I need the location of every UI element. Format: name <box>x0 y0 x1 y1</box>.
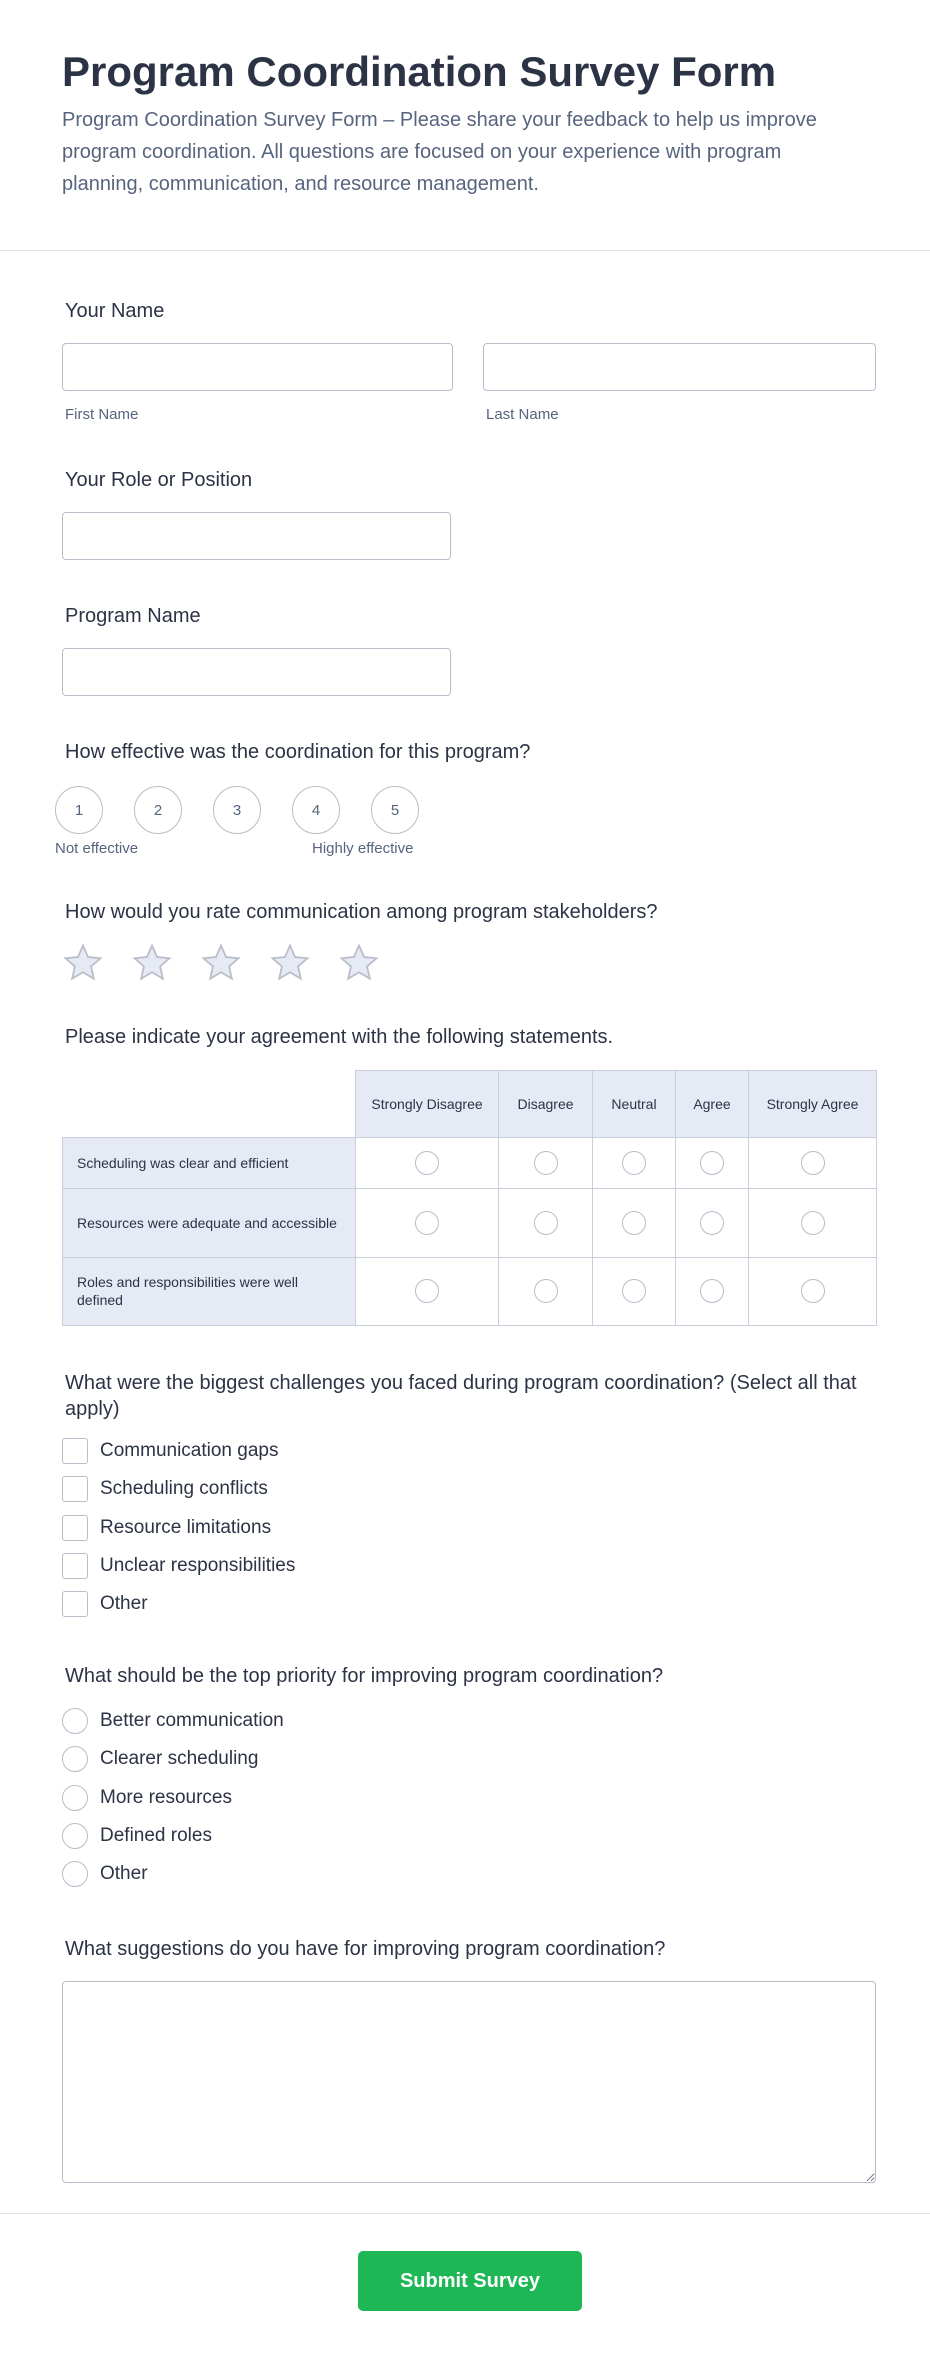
scale-min-label: Not effective <box>55 840 139 857</box>
matrix-radio[interactable] <box>415 1151 439 1175</box>
priority-label: What should be the top priority for improving program coordination? <box>65 1665 664 1687</box>
matrix-radio[interactable] <box>415 1211 439 1235</box>
form-header <box>0 0 930 251</box>
radio-button[interactable] <box>62 1708 88 1734</box>
first-name-sublabel: First Name <box>65 406 139 423</box>
matrix-column-header: Agree <box>676 1071 749 1138</box>
matrix-row <box>63 1189 877 1257</box>
radio-label: Clearer scheduling <box>100 1748 259 1769</box>
matrix-radio[interactable] <box>801 1211 825 1235</box>
effectiveness-label: How effective was the coordination for this program? <box>65 741 531 763</box>
matrix-header-row <box>63 1071 877 1138</box>
scale-option-5[interactable]: 5 <box>371 786 419 834</box>
checkbox[interactable] <box>62 1438 88 1464</box>
star-icon[interactable] <box>200 942 242 984</box>
scale-option-2[interactable]: 2 <box>134 786 182 834</box>
matrix-radio[interactable] <box>622 1279 646 1303</box>
radio-label: More resources <box>100 1787 232 1808</box>
agreement-matrix <box>62 1070 877 1326</box>
matrix-row-label: Resources were adequate and accessible <box>63 1189 356 1257</box>
checkbox-label: Communication gaps <box>100 1440 279 1461</box>
matrix-radio[interactable] <box>700 1151 724 1175</box>
checkbox-label: Other <box>100 1593 148 1614</box>
matrix-row <box>63 1138 877 1189</box>
matrix-column-header: Disagree <box>499 1071 593 1138</box>
matrix-radio[interactable] <box>534 1151 558 1175</box>
matrix-radio[interactable] <box>534 1211 558 1235</box>
matrix-radio[interactable] <box>801 1151 825 1175</box>
challenges-label: What were the biggest challenges you faced during program coordination? (Select all that apply) <box>65 1372 857 1420</box>
matrix-column-header: Strongly Agree <box>749 1071 877 1138</box>
communication-label: How would you rate communication among program stakeholders? <box>65 901 658 923</box>
checkbox-label: Resource limitations <box>100 1517 272 1538</box>
suggestions-textarea[interactable] <box>62 1981 876 2183</box>
page-title: Program Coordination Survey Form <box>62 48 777 95</box>
star-icon[interactable] <box>338 942 380 984</box>
scale-option-4[interactable]: 4 <box>292 786 340 834</box>
radio-button[interactable] <box>62 1746 88 1772</box>
matrix-radio[interactable] <box>415 1279 439 1303</box>
radio-label: Defined roles <box>100 1825 212 1846</box>
checkbox-label: Scheduling conflicts <box>100 1478 268 1499</box>
scale-option-3[interactable]: 3 <box>213 786 261 834</box>
matrix-radio[interactable] <box>801 1279 825 1303</box>
last-name-input[interactable] <box>483 343 876 391</box>
name-label: Your Name <box>65 300 165 322</box>
star-icon[interactable] <box>62 942 104 984</box>
role-input[interactable] <box>62 512 451 560</box>
scale-option-1[interactable]: 1 <box>55 786 103 834</box>
star-icon[interactable] <box>269 942 311 984</box>
last-name-sublabel: Last Name <box>486 406 559 423</box>
checkbox[interactable] <box>62 1591 88 1617</box>
checkbox[interactable] <box>62 1476 88 1502</box>
first-name-input[interactable] <box>62 343 453 391</box>
matrix-row <box>63 1257 877 1325</box>
checkbox-label: Unclear responsibilities <box>100 1555 296 1576</box>
radio-label: Other <box>100 1863 148 1884</box>
matrix-radio[interactable] <box>534 1279 558 1303</box>
matrix-radio[interactable] <box>700 1279 724 1303</box>
checkbox[interactable] <box>62 1515 88 1541</box>
matrix-radio[interactable] <box>622 1151 646 1175</box>
radio-button[interactable] <box>62 1785 88 1811</box>
matrix-radio[interactable] <box>700 1211 724 1235</box>
radio-button[interactable] <box>62 1861 88 1887</box>
radio-button[interactable] <box>62 1823 88 1849</box>
submit-button[interactable]: Submit Survey <box>358 2251 582 2311</box>
program-name-label: Program Name <box>65 605 201 627</box>
checkbox[interactable] <box>62 1553 88 1579</box>
page-description: Program Coordination Survey Form – Please share your feedback to help us improve program coordination. All questions are focused on your experience with program planning, communication, and resource management. <box>62 109 817 195</box>
radio-label: Better communication <box>100 1710 284 1731</box>
suggestions-label: What suggestions do you have for improving program coordination? <box>65 1938 666 1960</box>
star-icon[interactable] <box>131 942 173 984</box>
matrix-row-label: Roles and responsibilities were well defined <box>63 1257 356 1325</box>
role-label: Your Role or Position <box>65 469 253 491</box>
matrix-label: Please indicate your agreement with the following statements. <box>65 1026 614 1048</box>
matrix-row-label: Scheduling was clear and efficient <box>63 1138 356 1189</box>
matrix-radio[interactable] <box>622 1211 646 1235</box>
program-name-input[interactable] <box>62 648 451 696</box>
matrix-corner <box>63 1071 356 1138</box>
scale-max-label: Highly effective <box>312 840 414 857</box>
matrix-column-header: Strongly Disagree <box>356 1071 499 1138</box>
matrix-column-header: Neutral <box>593 1071 676 1138</box>
